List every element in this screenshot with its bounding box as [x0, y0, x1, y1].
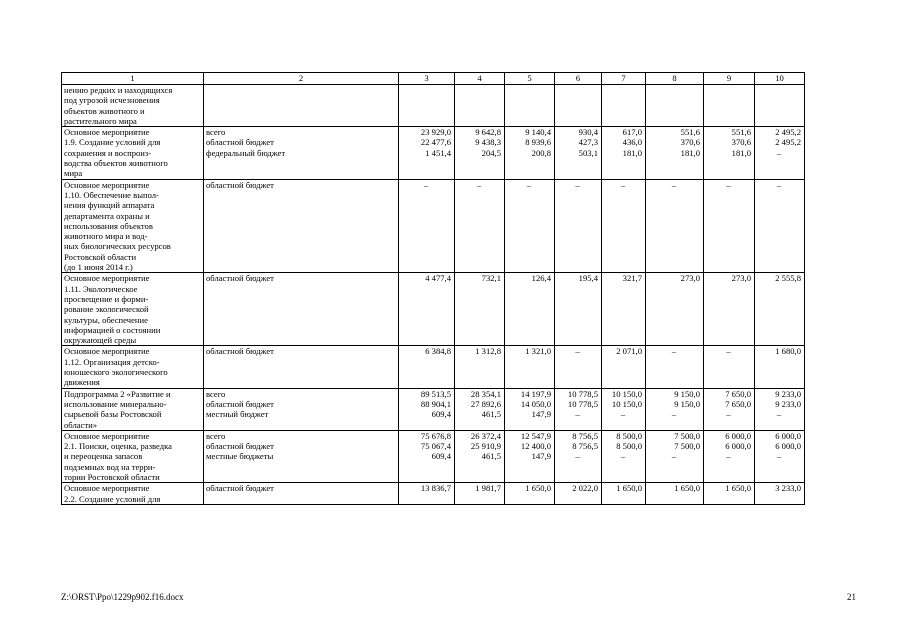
amount-value: 427,3 — [578, 137, 598, 148]
amount-cell — [646, 346, 704, 388]
measure-name-line: растительного мира — [64, 115, 137, 126]
funding-source-cell — [204, 127, 399, 179]
amount-value: 370,6 — [731, 137, 751, 148]
amount-value: – — [671, 409, 677, 420]
amount-value: 930,4 — [578, 127, 598, 138]
amount-cell — [755, 430, 805, 482]
amount-value: 2 495,2 — [775, 137, 801, 148]
amount-cell — [602, 273, 646, 346]
amount-value: 25 910,9 — [470, 441, 501, 452]
amount-value: 9 140,4 — [525, 127, 551, 138]
amount-cell — [505, 483, 555, 505]
amount-value: 2 022,0 — [572, 483, 598, 494]
amount-cell — [646, 273, 704, 346]
amount-value: 436,0 — [622, 137, 642, 148]
amount-cell — [704, 127, 755, 179]
amount-cell — [455, 127, 505, 179]
amount-cell — [399, 430, 455, 482]
funding-source: областной бюджет — [206, 441, 274, 452]
funding-source-cell — [204, 85, 399, 127]
amount-cell — [755, 127, 805, 179]
amount-value: 503,1 — [578, 147, 598, 158]
amount-value: 12 400,0 — [520, 441, 551, 452]
measure-name-cell — [62, 430, 204, 482]
amount-value: – — [776, 179, 782, 190]
amount-cell — [399, 388, 455, 430]
amount-value: 461,5 — [481, 451, 501, 462]
funding-source: всего — [206, 388, 226, 399]
amount-value: 27 892,6 — [470, 398, 501, 409]
column-number: 1 — [62, 73, 204, 85]
amount-value: 3 233,0 — [775, 483, 801, 494]
amount-value: 9 233,0 — [775, 388, 801, 399]
measure-name-line: подземных вод на терри- — [64, 461, 156, 472]
amount-value: 26 372,4 — [470, 430, 501, 441]
amount-value: 10 778,5 — [567, 388, 598, 399]
amount-value: – — [726, 451, 731, 462]
amount-cell — [646, 127, 704, 179]
funding-source-cell — [204, 483, 399, 505]
amount-value: 6 000,0 — [775, 441, 801, 452]
table-row — [62, 127, 805, 179]
amount-value: 617,0 — [622, 127, 642, 138]
amount-value: – — [776, 409, 782, 420]
measure-name-line: 1.12. Организация детско- — [64, 356, 160, 367]
amount-cell — [455, 346, 505, 388]
measure-name-line: нения функций аппарата — [64, 200, 155, 211]
amount-cell — [755, 483, 805, 505]
amount-cell — [602, 85, 646, 127]
funding-source: областной бюджет — [206, 273, 274, 284]
amount-value: 9 642,8 — [475, 127, 501, 138]
amount-value: 13 836,7 — [420, 483, 451, 494]
measure-name-line: Основное мероприятие — [64, 127, 150, 138]
amount-value: 7 500,0 — [674, 441, 700, 452]
amount-cell — [555, 127, 602, 179]
measure-name-line: (до 1 июня 2014 г.) — [64, 262, 133, 273]
measure-name-line: 1.10. Обеспечение выпол- — [64, 189, 159, 200]
measure-name-line: Основное мероприятие — [64, 346, 150, 357]
measure-name-line: тории Ростовской области — [64, 471, 160, 482]
amount-cell — [646, 430, 704, 482]
table-row — [62, 273, 805, 346]
funding-source-cell — [204, 179, 399, 273]
amount-cell — [704, 430, 755, 482]
amount-value: 1 650,0 — [525, 483, 551, 494]
amount-cell — [704, 388, 755, 430]
amount-cell — [646, 85, 704, 127]
measure-name-line: сырьевой базы Ростовской — [64, 409, 162, 420]
amount-value: 8 939,6 — [525, 137, 551, 148]
amount-value: 609,4 — [431, 409, 451, 420]
amount-value: 200,8 — [531, 147, 551, 158]
column-number: 5 — [505, 73, 555, 85]
measure-name-line: Подпрограмма 2 «Развитие и — [64, 388, 171, 399]
amount-value: 6 000,0 — [725, 430, 751, 441]
measure-name-cell — [62, 483, 204, 505]
amount-cell — [455, 483, 505, 505]
amount-value: 732,1 — [481, 273, 501, 284]
measure-name-line: области» — [64, 419, 98, 430]
amount-value: 1 981,7 — [475, 483, 501, 494]
amount-cell — [755, 346, 805, 388]
amount-value: 12 547,9 — [520, 430, 551, 441]
amount-value: 2 555,8 — [775, 273, 801, 284]
funding-source: областной бюджет — [206, 179, 274, 190]
column-number: 8 — [646, 73, 704, 85]
funding-source: федеральный бюджет — [206, 147, 286, 158]
amount-cell — [455, 430, 505, 482]
amount-value: 75 676,8 — [420, 430, 451, 441]
amount-value: 609,4 — [431, 451, 451, 462]
measure-name-line: Основное мероприятие — [64, 273, 150, 284]
amount-value: 14 050,0 — [520, 398, 551, 409]
amount-value: – — [726, 179, 731, 190]
amount-value: – — [671, 346, 677, 357]
amount-value: – — [671, 451, 677, 462]
measure-name-line: просвещение и форми- — [64, 293, 149, 304]
amount-value: 1 312,8 — [475, 346, 501, 357]
amount-value: 551,6 — [731, 127, 751, 138]
amount-value: – — [726, 346, 731, 357]
amount-value: 147,9 — [531, 451, 551, 462]
amount-value: 181,0 — [731, 147, 751, 158]
amount-cell — [455, 388, 505, 430]
funding-source-cell — [204, 273, 399, 346]
amount-cell — [646, 388, 704, 430]
funding-source: местный бюджет — [206, 409, 269, 420]
funding-source-cell — [204, 388, 399, 430]
amount-value: 7 650,0 — [725, 388, 751, 399]
amount-value: 14 197,9 — [520, 388, 551, 399]
amount-cell — [755, 85, 805, 127]
amount-cell — [602, 430, 646, 482]
amount-value: 204,5 — [481, 147, 501, 158]
amount-value: 8 500,0 — [616, 430, 642, 441]
measure-name-line: департамента охраны и — [64, 210, 150, 221]
amount-cell — [399, 483, 455, 505]
amount-cell — [704, 85, 755, 127]
amount-cell — [399, 273, 455, 346]
amount-value: 7 500,0 — [674, 430, 700, 441]
amount-cell — [646, 179, 704, 273]
column-number: 4 — [455, 73, 505, 85]
amount-value: 9 150,0 — [674, 398, 700, 409]
measure-name-cell — [62, 127, 204, 179]
measure-name-line: нению редких и находящихся — [64, 85, 173, 95]
amount-value: 10 150,0 — [611, 388, 642, 399]
amount-value: 6 384,8 — [425, 346, 451, 357]
amount-value: 22 477,6 — [420, 137, 451, 148]
amount-value: 2 071,0 — [616, 346, 642, 357]
column-number-row — [62, 73, 805, 85]
amount-value: 4 477,4 — [425, 273, 451, 284]
amount-value: 273,0 — [731, 273, 751, 284]
funding-source: местные бюджеты — [206, 451, 274, 462]
funding-source: всего — [206, 127, 226, 138]
amount-cell — [505, 430, 555, 482]
measure-name-cell — [62, 346, 204, 388]
file-path: Z:\ORST\Ppo\1229p902.f16.docx — [61, 592, 184, 602]
amount-cell — [399, 85, 455, 127]
amount-cell — [602, 127, 646, 179]
measure-name-cell — [62, 85, 204, 127]
amount-value: 1 451,4 — [425, 147, 451, 158]
funding-source-cell — [204, 346, 399, 388]
measure-name-line: окружающей среды — [64, 335, 137, 346]
amount-cell — [704, 483, 755, 505]
amount-value: – — [575, 346, 580, 357]
amount-cell — [505, 85, 555, 127]
column-number: 10 — [755, 73, 805, 85]
amount-cell — [602, 346, 646, 388]
amount-value: 89 513,5 — [420, 388, 451, 399]
measure-name-cell — [62, 273, 204, 346]
funding-source: областной бюджет — [206, 346, 274, 357]
amount-value: – — [776, 451, 782, 462]
amount-cell — [505, 346, 555, 388]
measure-name-line: использования объектов — [64, 220, 153, 231]
measure-name-line: животного мира и вод- — [64, 231, 148, 242]
amount-value: – — [526, 179, 532, 190]
amount-value: 8 500,0 — [616, 441, 642, 452]
measure-name-line: информацией о состоянии — [64, 324, 161, 335]
amount-cell — [755, 388, 805, 430]
amount-cell — [555, 85, 602, 127]
measure-name-line: юношеского экологического — [64, 367, 168, 378]
amount-value: – — [671, 179, 677, 190]
amount-cell — [505, 273, 555, 346]
amount-cell — [455, 85, 505, 127]
amount-value: 1 680,0 — [775, 346, 801, 357]
amount-cell — [704, 346, 755, 388]
amount-cell — [505, 127, 555, 179]
amount-value: 273,0 — [680, 273, 700, 284]
amount-value: 2 495,2 — [775, 127, 801, 138]
amount-value: 8 756,5 — [572, 430, 598, 441]
amount-cell — [555, 483, 602, 505]
amount-cell — [455, 179, 505, 273]
amount-value: 195,4 — [578, 273, 598, 284]
amount-cell — [755, 179, 805, 273]
amount-value: – — [575, 451, 580, 462]
amount-value: 6 000,0 — [775, 430, 801, 441]
amount-value: 1 650,0 — [616, 483, 642, 494]
measure-name-line: Ростовской области — [64, 251, 137, 262]
amount-value: 126,4 — [531, 273, 551, 284]
amount-cell — [602, 179, 646, 273]
amount-value: 28 354,1 — [470, 388, 501, 399]
measure-name-line: Основное мероприятие — [64, 430, 150, 441]
amount-value: 8 756,5 — [572, 441, 598, 452]
amount-cell — [505, 179, 555, 273]
amount-cell — [704, 179, 755, 273]
budget-table — [61, 72, 805, 505]
funding-source: областной бюджет — [206, 483, 274, 494]
amount-value: 181,0 — [680, 147, 700, 158]
amount-value: 1 650,0 — [725, 483, 751, 494]
measure-name-cell — [62, 388, 204, 430]
measure-name-line: под угрозой исчезновения — [64, 95, 160, 106]
amount-value: 461,5 — [481, 409, 501, 420]
measure-name-line: ных биологических ресурсов — [64, 241, 171, 252]
funding-source: областной бюджет — [206, 398, 274, 409]
amount-value: 9 150,0 — [674, 388, 700, 399]
amount-value: – — [575, 409, 580, 420]
measure-name-line: мира — [64, 168, 83, 179]
measure-name-line: 1.9. Создание условий для — [64, 137, 161, 148]
measure-name-line: объектов животного и — [64, 105, 145, 116]
amount-value: – — [620, 179, 626, 190]
amount-cell — [555, 346, 602, 388]
amount-value: – — [476, 179, 482, 190]
amount-cell — [555, 273, 602, 346]
amount-value: – — [575, 179, 580, 190]
table-row — [62, 483, 805, 505]
table-row — [62, 388, 805, 430]
amount-value: 10 778,5 — [567, 398, 598, 409]
column-number: 6 — [555, 73, 602, 85]
amount-cell — [602, 483, 646, 505]
measure-name-line: культуры, обеспечение — [64, 314, 148, 325]
amount-cell — [755, 273, 805, 346]
amount-cell — [555, 179, 602, 273]
amount-value: – — [620, 451, 626, 462]
amount-value: 6 000,0 — [725, 441, 751, 452]
amount-cell — [704, 273, 755, 346]
table-row — [62, 179, 805, 273]
amount-value: 1 650,0 — [674, 483, 700, 494]
amount-value: – — [423, 179, 429, 190]
amount-value: 1 321,0 — [525, 346, 551, 357]
funding-source: областной бюджет — [206, 137, 274, 148]
amount-value: 10 150,0 — [611, 398, 642, 409]
amount-value: 9 438,3 — [475, 137, 501, 148]
amount-value: 147,9 — [531, 409, 551, 420]
amount-value: 88 904,1 — [420, 398, 451, 409]
amount-cell — [455, 273, 505, 346]
amount-value: 551,6 — [680, 127, 700, 138]
amount-value: 370,6 — [680, 137, 700, 148]
funding-source: всего — [206, 430, 226, 441]
amount-value: – — [776, 147, 782, 158]
measure-name-line: сохранения и воспроиз- — [64, 147, 152, 158]
amount-value: 7 650,0 — [725, 398, 751, 409]
amount-value: 23 929,0 — [420, 127, 451, 138]
amount-cell — [646, 483, 704, 505]
amount-cell — [602, 388, 646, 430]
measure-name-line: Основное мероприятие — [64, 483, 150, 494]
column-number: 7 — [602, 73, 646, 85]
measure-name-cell — [62, 179, 204, 273]
column-number: 3 — [399, 73, 455, 85]
amount-cell — [399, 346, 455, 388]
measure-name-line: 2.1. Поиски, оценка, разведка — [64, 441, 172, 452]
measure-name-line: рование экологической — [64, 304, 149, 315]
measure-name-line: использование минерально- — [64, 398, 167, 409]
measure-name-line: 1.11. Экологическое — [64, 283, 138, 294]
page-number: 21 — [847, 592, 856, 602]
amount-cell — [399, 179, 455, 273]
measure-name-line: 2.2. Создание условий для — [64, 493, 161, 504]
measure-name-line: движения — [64, 377, 100, 388]
amount-value: 75 067,4 — [420, 441, 451, 452]
table-row — [62, 85, 805, 127]
amount-cell — [555, 430, 602, 482]
amount-value: – — [620, 409, 626, 420]
measure-name-line: Основное мероприятие — [64, 179, 150, 190]
amount-cell — [505, 388, 555, 430]
column-number: 9 — [704, 73, 755, 85]
funding-source-cell — [204, 430, 399, 482]
measure-name-line: водства объектов животного — [64, 158, 168, 169]
amount-value: – — [726, 409, 731, 420]
amount-value: 321,7 — [622, 273, 642, 284]
table-row — [62, 346, 805, 388]
amount-cell — [555, 388, 602, 430]
measure-name-line: и переоценка запасов — [64, 451, 143, 462]
amount-value: 181,0 — [622, 147, 642, 158]
column-number: 2 — [204, 73, 399, 85]
amount-cell — [399, 127, 455, 179]
table-row — [62, 430, 805, 482]
amount-value: 9 233,0 — [775, 398, 801, 409]
